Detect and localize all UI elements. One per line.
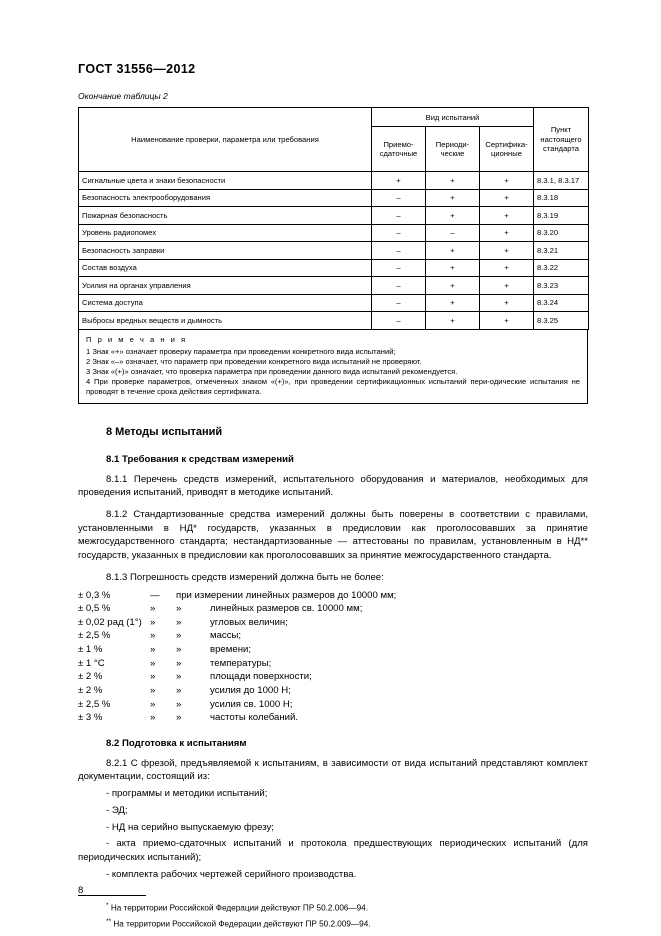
tolerance-dash2: » (176, 712, 182, 724)
cell-name: Усилия на органах управления (79, 277, 372, 295)
tolerance-dash: » (150, 671, 156, 683)
note-item: 4 При проверке параметров, отмеченных знаком «(+)», при проведении сертификационных испытаний пери-одические испытания не проводят в течение срока действия сертификата. (86, 376, 580, 396)
tolerance-value: ± 2 % (78, 671, 103, 683)
paragraph-8-1-3: 8.1.3 Погрешность средств измерений должна быть не более: (106, 571, 384, 583)
footnote-text: На территории Российской Федерации действуют ПР 50.2.009—94. (113, 919, 371, 929)
cell-punkt: 8.3.21 (534, 242, 589, 260)
cell-name: Пожарная безопасность (79, 207, 372, 225)
note-item: 1 Знак «+» означает проверку параметра при проведении конкретного вида испытаний; (86, 346, 396, 356)
tolerance-text: при измерении линейных размеров до 10000 мм; (176, 589, 397, 601)
table-row (79, 207, 589, 225)
header-cell-sertif: Сертифика- ционные (480, 127, 534, 172)
tolerance-dash: » (150, 684, 156, 696)
paragraph-8-1-2: 8.1.2 Стандартизованные средства измерений должны быть поверены в соответствии с правилами, установленными в НД* государств, указанных в предисловии как проголосовавших за принятие межгосударственного стандарта; нестандартизованные — аттестованы по правилам, установленным в НД** государств, указанных в предисловии как проголосовавших за принятие межгосударственного стандарта. (78, 509, 588, 562)
tolerance-text: угловых величин; (210, 616, 288, 628)
cell-punkt: 8.3.23 (534, 277, 589, 295)
notes-title: П р и м е ч а н и я (86, 334, 188, 344)
table-row (79, 294, 589, 312)
table-notes (78, 330, 588, 404)
cell-priemo: – (372, 207, 426, 225)
tolerance-dash: » (150, 644, 156, 656)
paragraph-8-1-1: 8.1.1 Перечень средств измерений, испытательного оборудования и материалов, необходимых для проведения испытаний, приводят в методике испытаний. (78, 473, 588, 499)
tolerance-dash: » (150, 698, 156, 710)
tolerance-dash: » (150, 616, 156, 628)
tolerance-text: усилия св. 1000 Н; (210, 698, 293, 710)
tolerance-text: линейных размеров св. 10000 мм; (210, 603, 363, 615)
tolerance-row (78, 629, 588, 643)
tolerance-text: частоты колебаний. (210, 712, 299, 724)
table-header-row (79, 108, 589, 127)
tolerance-dash2: » (176, 657, 182, 669)
tolerance-row (78, 643, 588, 657)
cell-priemo: – (372, 312, 426, 330)
cell-sertif: + (480, 242, 534, 260)
footnote-mark: * (106, 902, 109, 910)
table-caption: Окончание таблицы 2 (78, 91, 168, 101)
cell-sertif: + (480, 312, 534, 330)
tolerance-value: ± 2 % (78, 684, 103, 696)
cell-period: + (426, 242, 480, 260)
tolerance-list (78, 589, 588, 725)
cell-name: Безопасность электрооборудования (79, 189, 372, 207)
note-item: 3 Знак «(+)» означает, что проверка параметра при проведении данного вида испытаний рекомендуется. (86, 366, 458, 376)
cell-period: – (426, 224, 480, 242)
tolerance-row (78, 711, 588, 725)
cell-priemo: – (372, 277, 426, 295)
cell-punkt: 8.3.22 (534, 259, 589, 277)
tolerance-value: ± 3 % (78, 712, 103, 724)
cell-name: Выбросы вредных веществ и дымность (79, 312, 372, 330)
cell-sertif: + (480, 277, 534, 295)
tolerance-row (78, 589, 588, 603)
tolerance-value: ± 0,5 % (78, 603, 111, 615)
tolerance-dash2: » (176, 630, 182, 642)
tolerance-value: ± 1 % (78, 644, 103, 656)
tolerance-row (78, 670, 588, 684)
cell-priemo: – (372, 294, 426, 312)
tolerance-value: ± 0,3 % (78, 589, 111, 601)
cell-period: + (426, 294, 480, 312)
tolerance-row (78, 698, 588, 712)
tolerance-text: массы; (210, 630, 242, 642)
tolerance-dash2: » (176, 671, 182, 683)
tolerance-dash2: » (176, 616, 182, 628)
cell-priemo: – (372, 189, 426, 207)
tolerance-dash2: » (176, 644, 182, 656)
footnote-2 (78, 917, 588, 931)
table-row (79, 172, 589, 190)
page-number: 8 (78, 885, 84, 896)
cell-name: Уровень радиопомех (79, 224, 372, 242)
tolerance-dash: » (150, 657, 156, 669)
list-item: - программы и методики испытаний; (106, 788, 268, 800)
cell-priemo: + (372, 172, 426, 190)
note-item: 2 Знак «–» означает, что параметр при проведении конкретного вида испытаний не проверяют. (86, 356, 422, 366)
cell-punkt: 8.3.19 (534, 207, 589, 225)
cell-priemo: – (372, 224, 426, 242)
list-item: - акта приемо-сдаточных испытаний и протокола предшествующих периодических испытаний (для периодических испытаний); (78, 838, 588, 864)
list-item: - НД на серийно выпускаемую фрезу; (106, 821, 274, 833)
tolerance-value: ± 2,5 % (78, 630, 111, 642)
footnote-divider (78, 895, 146, 896)
tolerance-dash: — (150, 589, 160, 601)
header-cell-name: Наименование проверки, параметра или требования (79, 108, 372, 172)
tolerance-value: ± 0,02 рад (1°) (78, 616, 142, 628)
tolerance-value: ± 2,5 % (78, 698, 111, 710)
subsection-heading-82: 8.2 Подготовка к испытаниям (106, 737, 247, 749)
tolerance-text: усилия до 1000 Н; (210, 684, 291, 696)
cell-punkt: 8.3.1, 8.3.17 (534, 172, 589, 190)
footnote-1 (78, 901, 588, 915)
cell-name: Состав воздуха (79, 259, 372, 277)
tolerance-value: ± 1 °С (78, 657, 105, 669)
cell-name: Безопасность заправки (79, 242, 372, 260)
list-item: - ЭД; (106, 804, 128, 816)
header-cell-period: Периоди- ческие (426, 127, 480, 172)
header-cell-punkt: Пункт настоящего стандарта (534, 108, 589, 172)
table-row (79, 312, 589, 330)
cell-period: + (426, 207, 480, 225)
tolerance-row (78, 616, 588, 630)
table-row (79, 189, 589, 207)
tolerance-row (78, 602, 588, 616)
cell-sertif: + (480, 172, 534, 190)
tolerance-row (78, 657, 588, 671)
table-row (79, 224, 589, 242)
requirements-table (78, 107, 589, 330)
cell-period: + (426, 189, 480, 207)
section-heading-8: 8 Методы испытаний (106, 425, 223, 438)
footnote-text: На территории Российской Федерации действуют ПР 50.2.006—94. (110, 904, 368, 914)
tolerance-dash2: » (176, 698, 182, 710)
paragraph-8-2-1: 8.2.1 С фрезой, предъявляемой к испытаниям, в зависимости от вида испытаний представляют комплект документации, состоящий из: (78, 757, 588, 783)
cell-punkt: 8.3.20 (534, 224, 589, 242)
tolerance-row (78, 684, 588, 698)
tolerance-text: времени; (210, 644, 252, 656)
tolerance-dash: » (150, 603, 156, 615)
header-cell-vid: Вид испытаний (372, 108, 534, 127)
list-item: - комплекта рабочих чертежей серийного производства. (106, 868, 357, 880)
cell-sertif: + (480, 224, 534, 242)
table-row (79, 259, 589, 277)
subsection-heading-81: 8.1 Требования к средствам измерений (106, 453, 294, 465)
table-row (79, 277, 589, 295)
tolerance-dash: » (150, 712, 156, 724)
tolerance-text: температуры; (210, 657, 272, 669)
cell-priemo: – (372, 242, 426, 260)
tolerance-dash2: » (176, 603, 182, 615)
cell-period: + (426, 277, 480, 295)
page-content (78, 0, 588, 931)
cell-punkt: 8.3.24 (534, 294, 589, 312)
cell-name: Сигнальные цвета и знаки безопасности (79, 172, 372, 190)
footnote-mark: ** (106, 918, 112, 926)
cell-sertif: + (480, 259, 534, 277)
cell-sertif: + (480, 189, 534, 207)
cell-period: + (426, 312, 480, 330)
cell-sertif: + (480, 207, 534, 225)
cell-period: + (426, 172, 480, 190)
tolerance-dash2: » (176, 684, 182, 696)
cell-period: + (426, 259, 480, 277)
cell-punkt: 8.3.25 (534, 312, 589, 330)
standard-number: ГОСТ 31556—2012 (78, 62, 196, 76)
table-row (79, 242, 589, 260)
cell-name: Система доступа (79, 294, 372, 312)
cell-priemo: – (372, 259, 426, 277)
cell-sertif: + (480, 294, 534, 312)
header-cell-priemo: Приемо- сдаточные (372, 127, 426, 172)
tolerance-dash: » (150, 630, 156, 642)
cell-punkt: 8.3.18 (534, 189, 589, 207)
tolerance-text: площади поверхности; (210, 671, 312, 683)
